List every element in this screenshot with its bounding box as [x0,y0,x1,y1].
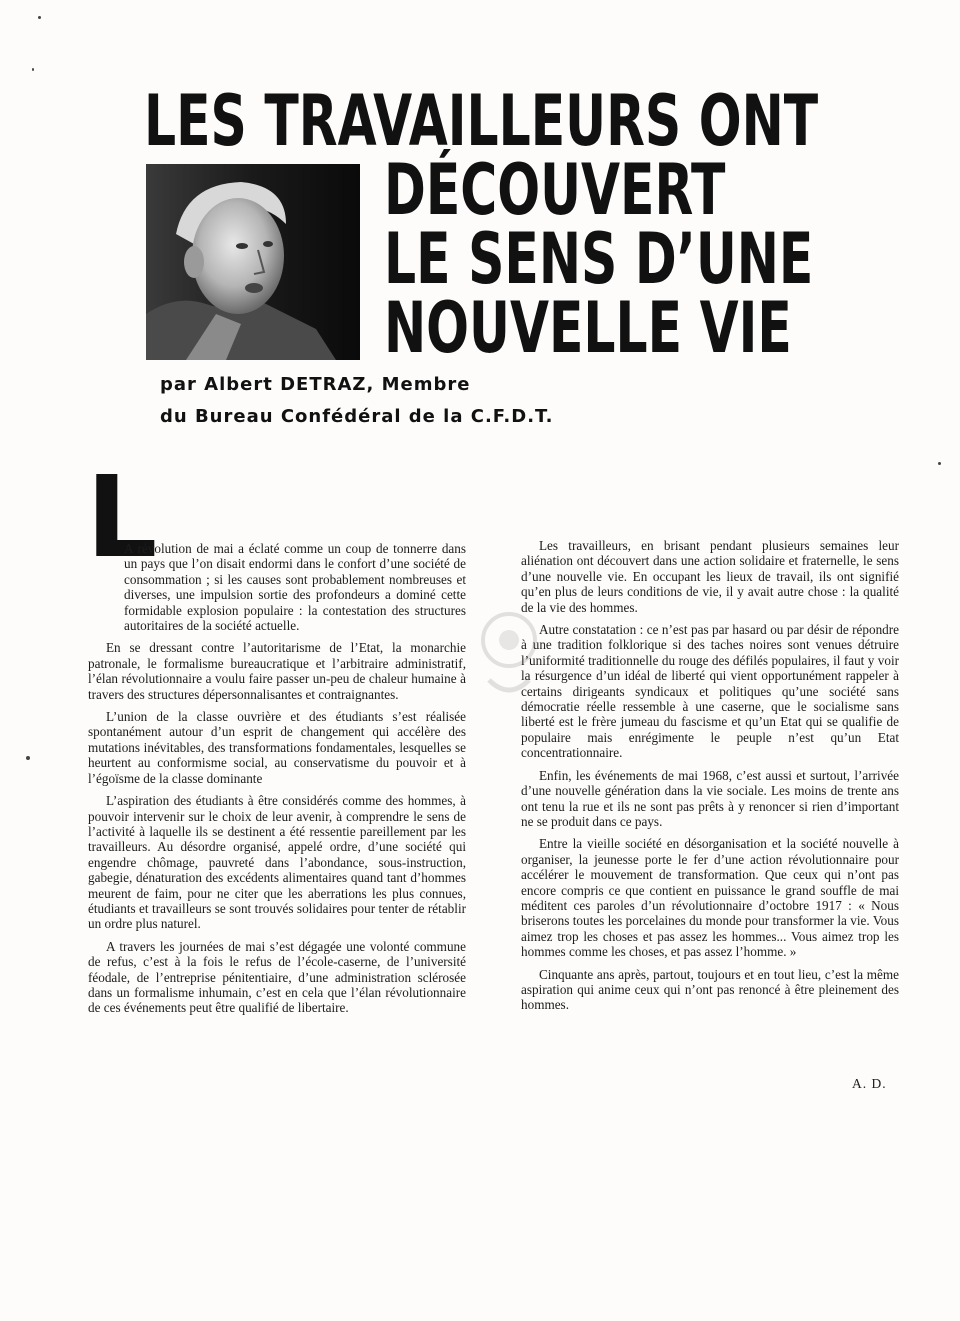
portrait-image [146,164,360,360]
paragraph [521,967,899,1013]
paragraph [521,836,899,959]
scan-speck [938,462,941,465]
paragraph-text: Enfin, les événements de mai 1968, c’est aussi et surtout, l’arrivée d’une nouvelle génération dans la vie sociale. Les moins de trente ans ont tenu la rue et ils ne sont pas prêts à y renoncer si rien d’important ne se produit dans ce pays. [521,767,899,829]
byline-line-1: par Albert DETRAZ, Membre [160,374,471,395]
paragraph [124,541,466,633]
paragraph [521,622,899,761]
paragraph-text: Les travailleurs, en brisant pendant plusieurs semaines leur aliénation ont découvert dans une action solidaire et fraternelle, le sens d’une nouvelle vie. En occupant les lieux de travail, ils ont signifié qu’en plus de leurs conditions de vie, il y avait autre chose : la qualité de la vie des hommes. [521,538,899,615]
headline-line-4: NOUVELLE VIE [384,287,792,369]
paragraph-text: A travers les journées de mai s’est dégagée une volonté commune de refus, c’est à la fois le refus de l’école-caserne, de l’université féodale, de l’entreprise pénitentiaire, d’une administration sclérosée dans un formalisme inhumain, c’est en cela que l’élan révolutionnaire de ces événements peut être qualifié de libertaire. [88,938,466,1016]
article-column-right [521,538,899,1020]
paragraph-text: Autre constatation : ce n’est pas par hasard ou par désir de répondre à une tradition folklorique si des taches noires sont venues détruire l’uniformité traditionnelle du rouge des défilés populaires, il faut y voir la résurgence d’un idéal de liberté qui vient opportunément rappeler à certains dirigeants syndicaux et politiques qu’une société sans démocratie réelle ressemble à une caserne, que le socialisme sans liberté est le frère jumeau du fascisme et qu’un Etat qui se qualifie de populaire mais enrégimente le peuple n’est qu’un Etat concentrationnaire. [521,622,899,761]
watermark-stamp [474,600,544,710]
headline-line-2: DÉCOUVERT [384,149,726,231]
paragraph-text: L’aspiration des étudiants à être considérés comme des hommes, à pouvoir intervenir sur le choix de leur avenir, à comprendre le sens de l’activité à laquelle ils se destinent a été ressentie pareillement par les travailleurs. Au désordre organisé, appelé ordre, d’une société qui engendre chômage, pauvreté dans l’abondance, sous-instruction, gabegie, dénaturation des excédents alimentaires quand tant d’hommes meurent de faim, pour ne citer que les aberrations les plus connues, étudiants et travailleurs se sont trouvés solidaires pour tenter de rétablir un ordre plus naturel. [88,793,466,932]
paragraph [521,538,899,615]
paragraph-text: Cinquante ans après, partout, toujours et en tout lieu, c’est la même aspiration qui anime ceux qui n’ont pas renoncé à être pleinement des hommes. [521,966,899,1013]
paragraph [521,768,899,830]
scan-speck [32,68,34,71]
headline-line-3: LE SENS D’UNE [384,218,814,300]
paragraph-text: Entre la vieille société en désorganisation et la société nouvelle à organiser, la jeunesse porte le fer d’une action révolutionnaire pour accélérer le mouvement de transformation. Que ceux qui n’ont pas encore compris ce que contient en puissance le grand souffle de mai méditent ces paroles d’un révolutionnaire d’octobre 1917 : « Nous briserons toutes les porcelaines du monde pour transformer la vie. Vous aimez trop les choses et pas assez les hommes... Vous aimez trop les hommes comme les choses, et pas assez l’homme. » [521,836,899,960]
paragraph-text: A révolution de mai a éclaté comme un coup de tonnerre dans un pays que l’on disait endormi dans le confort d’une société de consommation ; si les causes sont probablement nombreuses et diverses, une impulsion sortie des profondeurs a dominé cette formidable explosion populaire : la contestation des structures autoritaires de la société actuelle. [124,541,466,634]
paragraph [88,640,466,702]
drop-cap: L [86,453,158,583]
author-signature: A. D. [852,1076,887,1091]
paragraph [88,939,466,1016]
byline-line-2: du Bureau Confédéral de la C.F.D.T. [160,406,554,427]
paragraph [88,709,466,786]
paragraph-text: L’union de la classe ouvrière et des étudiants s’est réalisée spontanément autour d’un esprit de changement qui accélère des mutations inévitables, des transformations fondamentales, lesquelles se heurtent au conformisme social, au conservatisme du pouvoir et à l’égoïsme de la classe dominante [88,709,466,786]
portrait-photo [146,164,360,360]
article-column-left [88,541,466,1023]
headline-line-1: LES TRAVAILLEURS ONT [144,80,819,162]
paragraph-text: En se dressant contre l’autoritarisme de l’Etat, la monarchie patronale, le formalisme bureaucratique et l’arbitraire administratif, l’élan révolutionnaire a voulu faire passer un-peu de chaleur humaine à travers des structures dépersonnalisantes et contraignantes. [88,640,466,702]
scan-speck [38,16,41,19]
paragraph [88,793,466,932]
scan-speck [26,756,30,760]
